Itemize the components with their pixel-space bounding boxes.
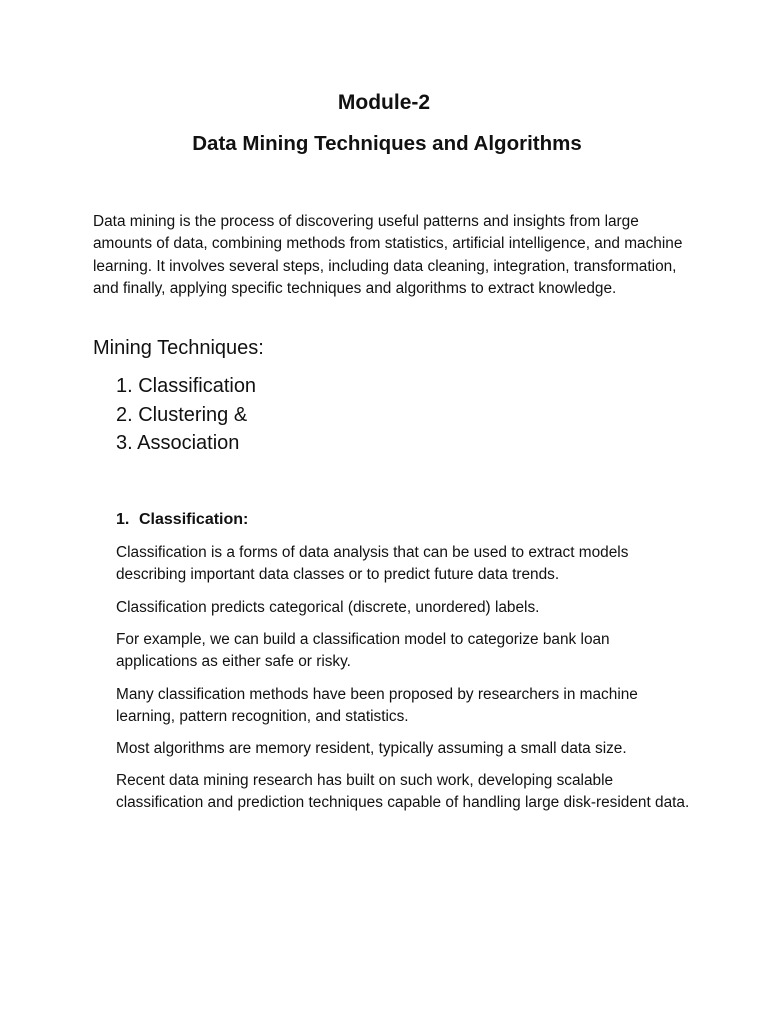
technique-item-association: 3. Association — [116, 432, 240, 455]
classification-paragraph-1: Classification is a forms of data analysis that can be used to extract models describing important data classes or to predict future data trends. — [116, 544, 629, 584]
document-title: Data Mining Techniques and Algorithms — [192, 132, 582, 155]
classification-paragraph-5: Most algorithms are memory resident, typically assuming a small data size. — [116, 740, 627, 757]
classification-heading — [116, 508, 248, 532]
intro-paragraph: Data mining is the process of discovering useful patterns and insights from large amounts of data, combining methods from statistics, artificial intelligence, and machine learning. It involves several steps, including data cleaning, integration, transformation, and finally, applying specific techniques and algorithms to extract knowledge. — [93, 213, 683, 298]
classification-paragraph-6: Recent data mining research has built on such work, developing scalable classification and prediction techniques capable of handling large disk-resident data. — [116, 772, 690, 812]
technique-item-clustering: 2. Clustering & — [116, 403, 248, 426]
technique-item-classification: 1. Classification — [116, 375, 257, 397]
classification-paragraph-2: Classification predicts categorical (discrete, unordered) labels. — [116, 599, 540, 616]
classification-paragraph-3: For example, we can build a classification model to categorize bank loan applications as either safe or risky. — [116, 631, 610, 671]
classification-paragraph-4: Many classification methods have been proposed by researchers in machine learning, pattern recognition, and statistics. — [116, 686, 638, 726]
technique-list — [116, 372, 256, 458]
classification-heading-label: Classification: — [139, 511, 249, 528]
classification-heading-number: 1. — [116, 511, 130, 528]
module-title: Module-2 — [337, 91, 431, 114]
mining-techniques-heading: Mining Techniques: — [93, 337, 264, 359]
